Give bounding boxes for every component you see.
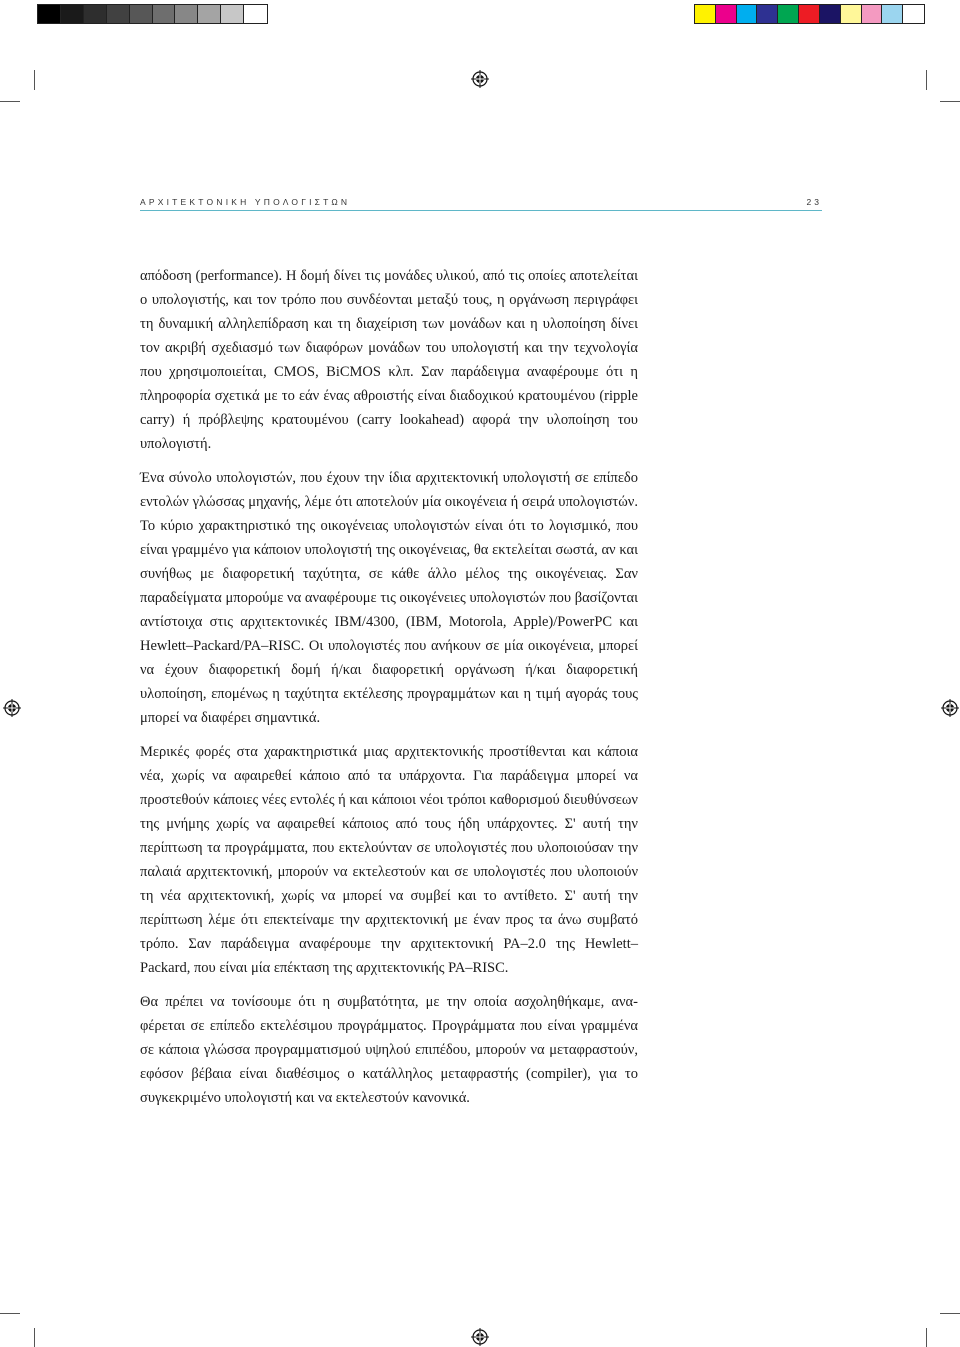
color-swatch: [198, 5, 221, 23]
crop-mark: [0, 1313, 20, 1314]
color-control-bar: [694, 4, 925, 24]
color-swatch: [799, 5, 820, 23]
color-swatch: [757, 5, 778, 23]
color-swatch: [221, 5, 244, 23]
crop-mark: [940, 1313, 960, 1314]
color-swatch: [882, 5, 903, 23]
crop-mark: [940, 101, 960, 102]
gray-control-bar: [37, 4, 268, 24]
color-swatch: [820, 5, 841, 23]
color-swatch: [737, 5, 758, 23]
color-swatch: [695, 5, 716, 23]
paragraph: Θα πρέπει να τονίσουμε ότι η συμβατότητα, με την οποία ασχοληθήκαμε, αναφέρεται σε επίπεδο εκτελέσιμου προγράμματος. Προγράμματα που είναι γραμμένα σε κάποια γλώσσα προγραμματισμού υψηλού επιπέδου, μπορούν να μεταφραστούν, εφόσον βέβαια είναι διαθέσιμος ο κατάλληλος μεταφραστής (compiler), για το συγκεκριμένο υπολογιστή και να εκτελεστούν κανονικά.: [140, 994, 638, 1106]
crop-mark: [34, 1328, 35, 1347]
crop-mark: [926, 1328, 927, 1347]
registration-target-icon: [941, 699, 959, 717]
color-swatch: [903, 5, 924, 23]
registration-target-icon: [3, 699, 21, 717]
color-swatch: [153, 5, 176, 23]
body-text: [140, 264, 638, 1120]
page-number: 23: [806, 197, 822, 207]
color-swatch: [38, 5, 61, 23]
crop-mark: [926, 70, 927, 90]
registration-target-icon: [471, 70, 489, 88]
paragraph: Ένα σύνολο υπολογιστών, που έχουν την ίδια αρχιτεκτονική υπολογιστή σε επίπεδο εντολών γλώσσας μηχανής, λέμε ότι αποτελούν μία οικογένεια ή σειρά υπολογιστών. Το κύριο χαρακτηριστικό της οικογένειας υπολογιστών είναι ότι το λογισμικό, που είναι γραμμένο για κάποιον υπολογιστή της οικογένειας, θα εκτελείται σωστά, αν και συνήθως με διαφορετική ταχύτητα, σε κάθε άλλο μέλος της οικογένειας. Σαν παραδείγματα μπορούμε να αναφέρουμε τις οικογένειες υπολογιστών που βασίζονται αντίστοιχα στις αρχιτεκτονικές IBM/4300, (IBM, Motorola, Apple)/PowerPC και Hewlett–Packard/PA–RISC. Οι υπολογιστές που ανήκουν σε μία οικογένεια, μπορεί να έχουν διαφορετική δομή ή/και διαφορετική οργάνωση ή/και διαφορετική υλοποίηση, επομένως η ταχύτητα εκτέλεσης προγραμμάτων και η τιμή αγοράς τους μπορεί να διαφέρει σημαντικά.: [140, 470, 638, 726]
registration-target-icon: [471, 1328, 489, 1346]
color-swatch: [175, 5, 198, 23]
paragraph: Μερικές φορές στα χαρακτηριστικά μιας αρχιτεκτονικής προστίθενται και κάποια νέα, χωρίς να αφαιρεθεί κάποιο από τα υπάρχοντα. Για παράδειγμα μπορεί να προστεθούν κάποιες νέες εντολές ή και κάποιοι νέοι τρόποι καθορισμού διευθύνσεων της μνήμης χωρίς να αφαιρεθεί κάποιος από τους ήδη υπάρχοντες. Σ' αυτή την περίπτωση τα προγράμματα, που εκτελούνταν σε υπολογιστές που υλοποιούσαν την παλαιά αρχιτεκτονική, μπορούν να εκτελεστούν και σε υπολογιστές που υλοποιούν τη νέα αρχιτεκτονική, χωρίς να μπορεί να συμβεί και το αντίθετο. Σ' αυτή την περίπτωση λέμε ότι επεκτείναμε την αρχιτεκτονική με έναν προς τα άνω συμβατό τρόπο. Σαν παράδειγμα αναφέρουμε την αρχιτεκτονική PA–2.0 της Hewlett–Packard, που είναι μία επέκταση της αρχιτεκτονικής PA–RISC.: [140, 744, 638, 976]
color-swatch: [841, 5, 862, 23]
color-swatch: [862, 5, 883, 23]
paragraph: απόδοση (performance). Η δομή δίνει τις μονάδες υλικού, από τις οποίες αποτελείται ο υπολογιστής, και τον τρόπο που συνδέονται μεταξύ τους, η οργάνωση περιγράφει τη δυναμική αλληλεπίδραση και τη διαχείριση των μονάδων και η υλοποίηση δίνει τον ακριβή σχεδιασμό των διαφόρων μονάδων του υπολογιστή και την τεχνολογία που χρησιμοποιείται, CMOS, BiCMOS κλπ. Σαν παράδειγμα αναφέρουμε ότι η πληροφορία σχετικά με το εάν ένας αθροιστής είναι διαδοχικού κρατουμένου (ripple carry) ή πρόβλεψης κρατουμένου (carry lookahead) αφορά την υλοποίηση του υπολογιστή.: [140, 268, 638, 452]
color-swatch: [107, 5, 130, 23]
color-swatch: [130, 5, 153, 23]
running-head: [140, 196, 822, 211]
color-swatch: [716, 5, 737, 23]
color-swatch: [244, 5, 267, 23]
color-swatch: [61, 5, 84, 23]
color-swatch: [84, 5, 107, 23]
crop-mark: [0, 101, 20, 102]
color-swatch: [778, 5, 799, 23]
crop-mark: [34, 70, 35, 90]
running-title: ΑΡΧΙΤΕΚΤΟΝΙΚΗ ΥΠΟΛΟΓΙΣΤΩΝ: [140, 197, 351, 207]
